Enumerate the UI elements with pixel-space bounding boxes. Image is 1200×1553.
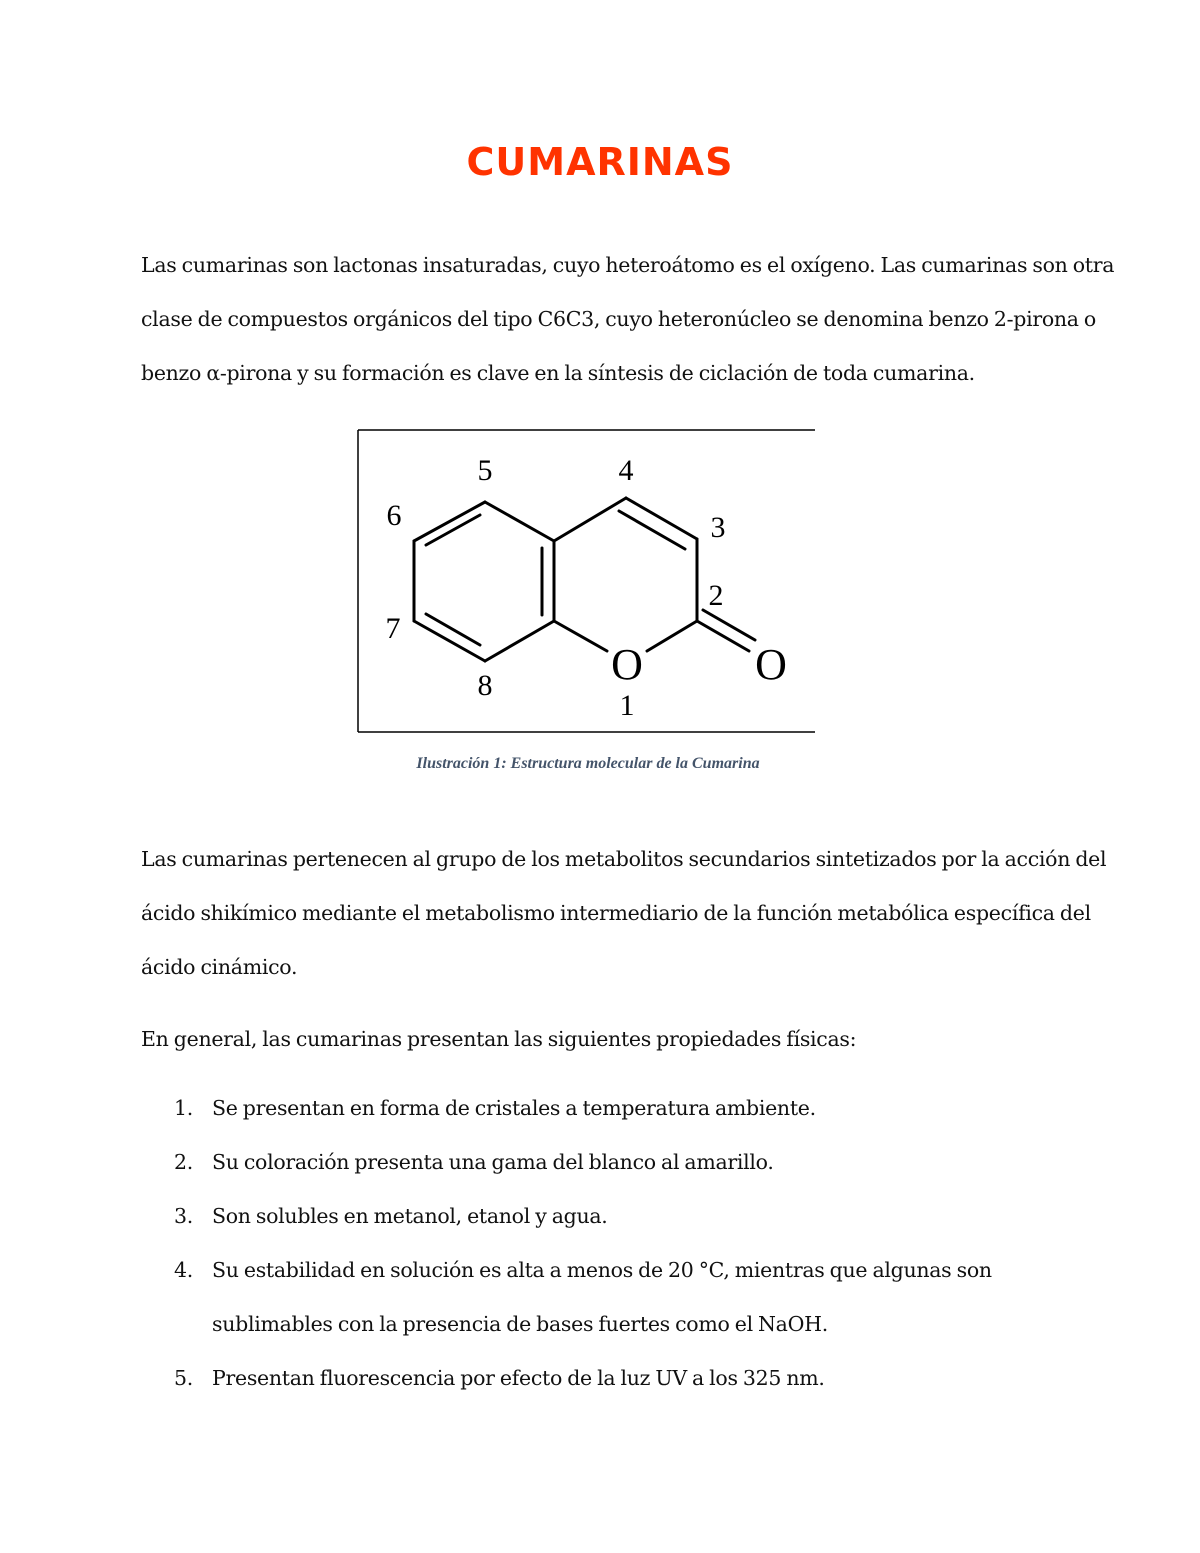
figure-frame — [358, 430, 815, 732]
atom-number-8: 8 — [477, 669, 493, 702]
metabolites-paragraph — [141, 832, 1107, 994]
list-item — [141, 1243, 1071, 1351]
atom-number-7: 7 — [385, 612, 401, 645]
figure-caption: Ilustración 1: Estructura molecular de la Cumarina — [416, 755, 760, 772]
list-item-text: sublimables con la presencia de bases fuertes como el NaOH. — [212, 1312, 828, 1336]
list-item-text: Su estabilidad en solución es alta a menos de 20 °C, mientras que algunas son — [212, 1258, 992, 1282]
list-item — [141, 1189, 1071, 1243]
properties-intro — [141, 1012, 1071, 1066]
list-item-number: 4. — [174, 1258, 193, 1282]
properties-list — [141, 1081, 1071, 1405]
atom-number-5: 5 — [477, 454, 493, 487]
body-line: En general, las cumarinas presentan las siguientes propiedades físicas: — [141, 1027, 857, 1051]
body-line: ácido shikímico mediante el metabolismo intermediario de la función metabólica específica del — [141, 901, 1091, 925]
coumarin-structure-figure — [357, 429, 815, 733]
intro-line: clase de compuestos orgánicos del tipo C6C3, cuyo heteronúcleo se denomina benzo 2-pirona o — [141, 307, 1096, 331]
body-line: ácido cinámico. — [141, 955, 298, 979]
list-item-number: 3. — [174, 1204, 193, 1228]
atom-number-4: 4 — [618, 454, 634, 487]
body-line: Las cumarinas pertenecen al grupo de los metabolitos secundarios sintetizados por la acción del — [141, 847, 1107, 871]
intro-line: Las cumarinas son lactonas insaturadas, cuyo heteroátomo es el oxígeno. Las cumarinas son otra — [141, 253, 1115, 277]
list-item — [141, 1351, 1071, 1405]
coumarin-structure-diagram — [357, 429, 815, 733]
atom-number-6: 6 — [386, 499, 402, 532]
list-item-number: 2. — [174, 1150, 193, 1174]
atom-number-1: 1 — [619, 689, 635, 722]
molecule-bonds — [414, 498, 755, 661]
list-item-text: Se presentan en forma de cristales a temperatura ambiente. — [212, 1096, 816, 1120]
list-item-number: 1. — [174, 1096, 193, 1120]
carbonyl-oxygen-label: O — [755, 640, 787, 689]
intro-line: benzo α-pirona y su formación es clave en la síntesis de ciclación de toda cumarina. — [141, 361, 975, 385]
atom-number-3: 3 — [710, 511, 726, 544]
ring-oxygen-label: O — [611, 640, 643, 689]
page-title: CUMARINAS — [466, 140, 734, 184]
intro-paragraph — [141, 238, 1115, 400]
list-item-text: Su coloración presenta una gama del blanco al amarillo. — [212, 1150, 774, 1174]
atom-number-2: 2 — [708, 579, 724, 612]
list-item-text: Presentan fluorescencia por efecto de la luz UV a los 325 nm. — [212, 1366, 825, 1390]
list-item — [141, 1081, 1071, 1135]
list-item — [141, 1135, 1071, 1189]
list-item-number: 5. — [174, 1366, 193, 1390]
list-item-text: Son solubles en metanol, etanol y agua. — [212, 1204, 608, 1228]
